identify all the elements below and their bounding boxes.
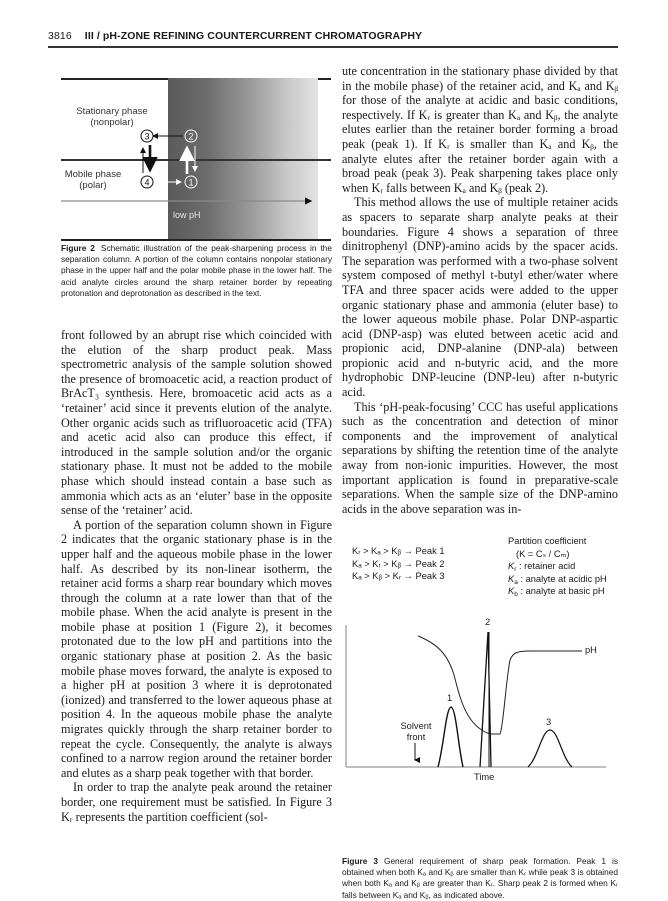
figure-3-caption xyxy=(342,856,618,901)
figure-3 xyxy=(340,530,620,850)
svg-text:1: 1 xyxy=(188,177,194,188)
figure-2-caption-label: Figure 2 xyxy=(61,243,95,253)
peak-2-label: 2 xyxy=(485,617,491,627)
peak-3-label: 3 xyxy=(546,717,552,727)
legend-kb: $K_b$ : analyte at basic pH xyxy=(508,586,605,598)
ph-label: pH xyxy=(585,645,597,655)
figure-2 xyxy=(61,68,331,234)
chromatogram-plot xyxy=(340,530,620,850)
condition-row: Kₐ > Kᵣ > Kᵦ → Peak 2 xyxy=(352,558,445,569)
svg-text:3: 3 xyxy=(144,131,150,142)
solvent-front-label xyxy=(398,721,434,743)
paragraph: This method allows the use of multiple retainer acids as spacers to separate sharp analyte peaks at their boundaries. Figure 4 shows a separation of three dinitrophenyl (DNP)-amino acids by the spacer acids. The separation was performed with a two-phase solvent system composed of methyl t-butyl ether/water where TFA and three spacer acids were added to the upper organic stationary phase and ammonia (eluter base) to the lower aqueous mobile phase. Polar DNP-aspartic acid (DNP-asp) was eluted between acetic acid and propionic acid, DNP-alanine (DNP-ala) between propionic acid and n-butyric acid, and the more hydrophobic DNP-leucine (DNP-leu) after n-butyric acid. xyxy=(342,195,618,400)
position-4-marker xyxy=(141,176,153,188)
figure-2-caption xyxy=(61,243,332,299)
condition-result: Peak 1 xyxy=(415,546,445,556)
cycle-arrows-diagram xyxy=(61,68,331,243)
position-3-marker xyxy=(141,130,153,142)
paragraph: ute concentration in the stationary phase divided by that in the mobile phase) of the retainer acid, and Kₐ and Kᵦ for those of the analyte at acidic and basic conditions, respectively. If Kᵣ is greater than Kₐ and Kᵦ, the analyte elutes earlier than the retainer border forming a broad peak (peak 1). If Kᵣ is smaller than Kₐ and Kᵦ, the analyte elutes after the retainer border again with a broad peak (peak 3). Peak sharpening takes place only when Kᵣ falls between Kₐ and Kᵦ (peak 2). xyxy=(342,64,618,195)
position-1-marker xyxy=(185,176,197,188)
solvent-front-text-2: front xyxy=(406,732,426,742)
peak-1-label: 1 xyxy=(447,693,453,703)
peak-1 xyxy=(438,707,463,767)
paragraph: A portion of the separation column shown in Figure 2 indicates that the organic stationary phase is in the upper half and the aqueous mobile phase in the lower half. As described by its non-linear isotherm, the retainer acid forms a sharp rear boundary which moves through the column at a rate lower than that of the mobile phase. When the acid analyte is present in the mobile phase at position 1 (Figure 2), it becomes protonated due to the low pH and partitions into the organic stationary phase at position 2. As the basic mobile phase moves forward, the analyte is exposed to a higher pH at position 3 where it is deprotonated (ionized) and transferred to the lower aqueous phase at position 4. In the aqueous mobile phase the analyte migrates quickly through the sharp retainer border to repeat the cycle. Consequently, the analyte is always confined to a narrow region around the retainer border and elutes as a sharp peak together with that border. xyxy=(61,517,332,780)
condition-expression: Kₐ > Kᵣ > Kᵦ xyxy=(352,558,402,569)
paragraph: In order to trap the analyte peak around the retainer border, one requirement must be satisfied. In Figure 3 Kᵣ represents the partition coefficient (sol- xyxy=(61,780,332,824)
mobile-phase-text: Mobile phase xyxy=(64,169,122,180)
stationary-phase-text: Stationary phase xyxy=(76,106,148,117)
stationary-phase-subtext: (nonpolar) xyxy=(90,117,134,128)
svg-text:2: 2 xyxy=(188,131,194,142)
page-number: 3816 xyxy=(48,30,72,42)
paragraph: This ‘pH-peak-focusing’ CCC has useful applications such as the concentration and detection of minor components and the improvement of analytical separations by shifting the retention time of the analyte away from non-ionic impurities. However, the most important application is found in preparative-scale separations. When the sample size of the DNP-amino acids in the above separation was in- xyxy=(342,399,618,516)
condition-result: Peak 3 xyxy=(415,571,445,581)
legend-kb-text: analyte at basic pH xyxy=(525,586,605,596)
condition-row: Kᵣ > Kₐ > Kᵦ → Peak 1 xyxy=(352,546,445,556)
condition-expression: Kₐ > Kᵦ > Kᵣ xyxy=(352,571,402,581)
figure-3-caption-label: Figure 3 xyxy=(342,856,378,866)
header-rule xyxy=(48,46,618,48)
svg-text:4: 4 xyxy=(144,177,150,188)
right-column-text xyxy=(342,64,618,516)
mobile-phase-subtext: (polar) xyxy=(79,180,107,191)
paragraph: front followed by an abrupt rise which coincided with the elution of the sharp product peak. Mass spectrometric analysis of the sample solution showed the presence of bromoacetic acid, a reaction product of BrAcT₃ synthesis. Here, bromoacetic acid acts as a ‘retainer’ acid since it prevents elution of the analyte. Other organic acids such as trifluoroacetic acid (TFA) and acetic acid also can produce this effect, if introduced in the sample solution and/or the organic stationary phase. It must not be added to the mobile phase which should instead contain a base such as ammonia which acts as an ‘eluter’ base in the opposite sense of the ‘retainer’ acid. xyxy=(61,328,332,518)
legend-kr: $K_r$ : retainer acid xyxy=(508,561,576,573)
solvent-front-text-1: Solvent xyxy=(400,721,432,731)
legend-ka: $K_a$ : analyte at acidic pH xyxy=(508,573,607,586)
condition-expression: Kᵣ > Kₐ > Kᵦ xyxy=(352,546,402,556)
legend-ka-text: analyte at acidic pH xyxy=(525,573,607,584)
left-column-text xyxy=(61,328,332,824)
legend-title: Partition coefficient xyxy=(508,536,587,546)
x-axis-label: Time xyxy=(474,772,495,782)
figure-3-caption-text: General requirement of sharp peak formation. Peak 1 is obtained when both Kₐ and Kᵦ are smaller than Kᵣ while peak 3 is obtained when both Kₐ and Kᵦ are greater than Kᵣ. Sharp peak 2 is formed when Kᵣ falls between Kₐ and Kᵦ, as indicated above. xyxy=(342,856,618,900)
condition-row: Kₐ > Kᵦ > Kᵣ → Peak 3 xyxy=(352,571,445,581)
position-2-marker xyxy=(185,130,197,142)
peak-3 xyxy=(528,730,572,767)
low-ph-label: low pH xyxy=(173,210,201,220)
figure-2-caption-text: Schematic illustration of the peak-sharpening process in the separation column. A portion of the column contains nonpolar stationary phase in the upper half and the polar mobile phase in the lower half. The acid analyte circles around the sharp retainer border by repeating protonation and deprotonation as described in the text. xyxy=(61,243,332,298)
running-header xyxy=(48,30,422,42)
legend-kr-text: retainer acid xyxy=(524,561,576,571)
condition-result: Peak 2 xyxy=(415,558,445,569)
legend-formula: (K = Cₛ / Cₘ) xyxy=(516,548,570,559)
running-title: III / pH-ZONE REFINING COUNTERCURRENT CHROMATOGRAPHY xyxy=(84,30,423,42)
